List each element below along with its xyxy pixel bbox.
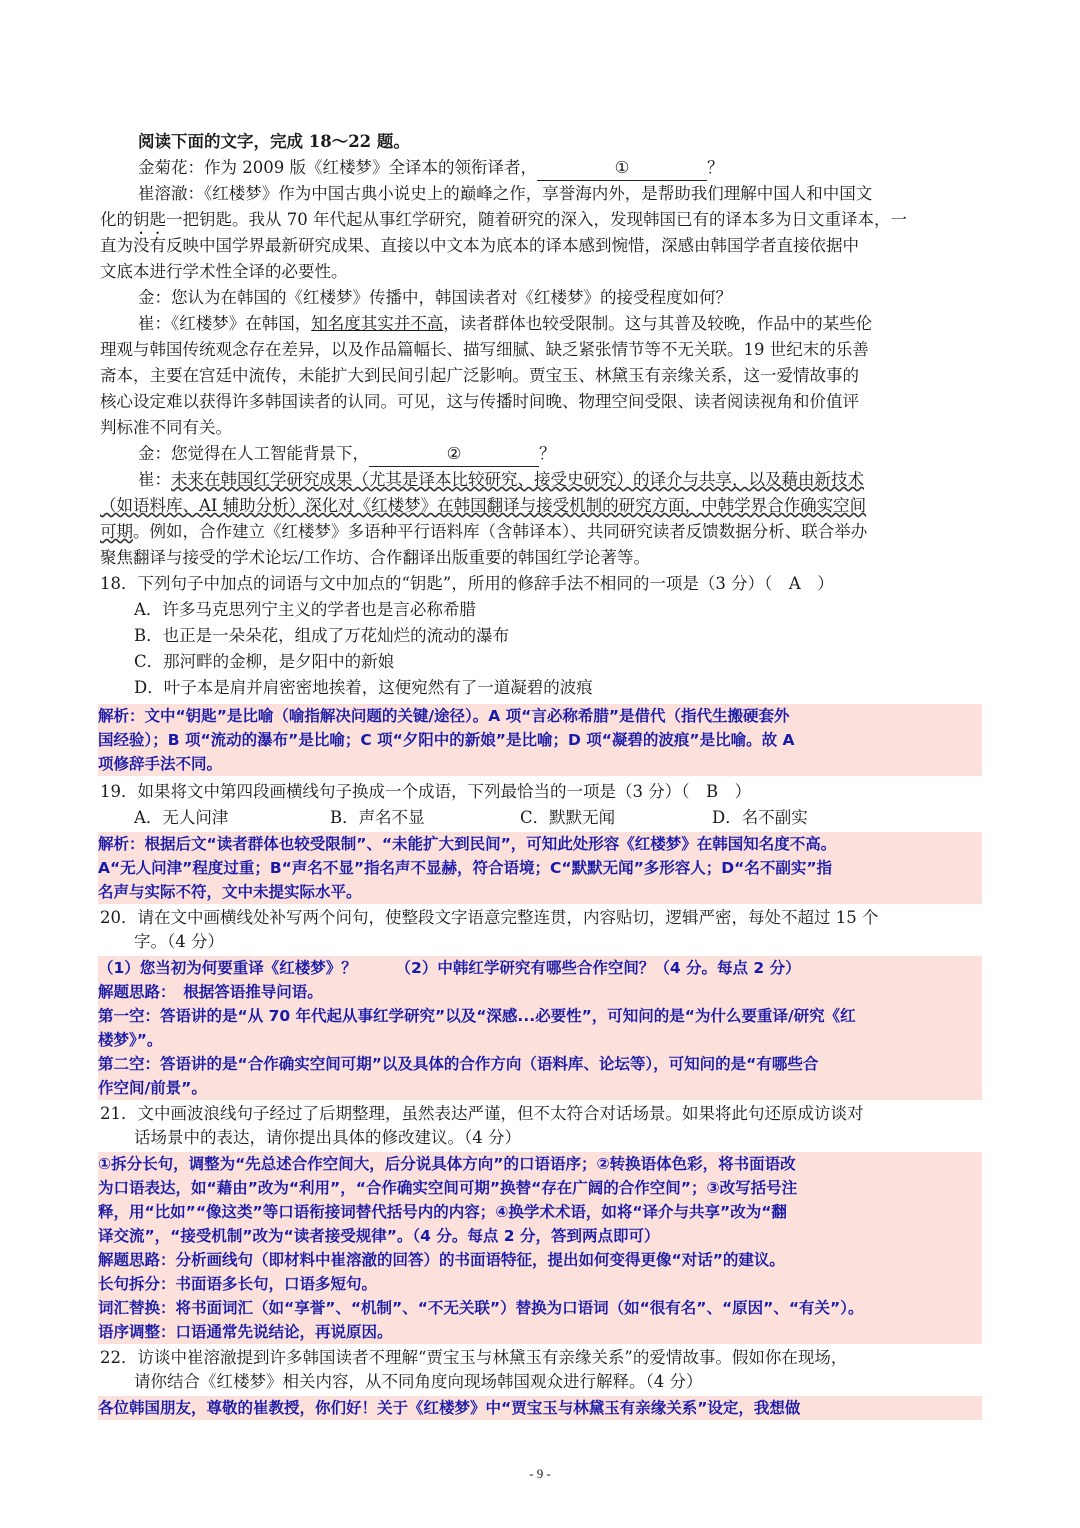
reading-instruction: 阅读下面的文字，完成 18～22 题。 xyxy=(138,132,410,151)
dialogue-answer-3-line xyxy=(100,520,980,544)
dialogue-answer-1-line: 直为没有反映中国学界最新研究成果、直接以中文本为底本的译本感到惋惜，深感由韩国学者直接依据中 xyxy=(100,236,859,255)
wavy-underlined-sentence: 可期 xyxy=(100,522,133,541)
question-20-answer-line: 解题思路： 根据答语推导问语。 xyxy=(98,980,982,1004)
question-18-option-d: D．叶子本是肩并肩密密地挨着，这便宛然有了一道凝碧的波痕 xyxy=(134,678,593,697)
question-21-answer-line: 释，用“比如”“像这类”等口语衔接词替代括号内的内容；④换学术术语，如将“译介与共享”改为“翻 xyxy=(98,1200,982,1224)
question-19-option-a: A．无人问津 xyxy=(134,808,229,827)
dialogue-answer-3-line xyxy=(100,494,980,518)
dotted-keyword: 钥匙 xyxy=(133,210,166,229)
question-21-answer-line: 译交流”，“接受机制”改为“读者接受规律”。（4 分。每点 2 分，答到两点即可） xyxy=(98,1224,982,1248)
question-20-answer-line: 楼梦》”。 xyxy=(98,1028,982,1052)
underlined-sentence: 知名度其实并不高 xyxy=(311,314,444,333)
answer-1-text: 化的 xyxy=(100,210,133,229)
question-18-stem: 18．下列句子中加点的词语与文中加点的“钥匙”，所用的修辞手法不相同的一项是（3 分）（ A ） xyxy=(100,574,834,593)
dialogue-question-3 xyxy=(138,442,980,467)
question-21-stem: 话场景中的表达，请你提出具体的修改建议。（4 分） xyxy=(134,1128,521,1147)
question-21-answer-line: 长句拆分：书面语多长句，口语多短句。 xyxy=(98,1272,982,1296)
dialogue-answer-1-line: 崔溶澈：《红楼梦》作为中国古典小说史上的巅峰之作，享誉海内外，是帮助我们理解中国人和中国文 xyxy=(138,184,873,203)
answer-blank-2[interactable]: ② xyxy=(369,442,539,467)
question-20-answer-line: 第一空：答语讲的是“从 70 年代起从事红学研究”以及“深感...必要性”，可知问的是“为什么要重译/研究《红 xyxy=(98,1004,982,1028)
question-19-option-d: D．名不副实 xyxy=(712,808,808,827)
question-18-answer-line: 国经验）；B 项“流动的瀑布”是比喻；C 项“夕阳中的新娘”是比喻；D 项“凝碧的波痕”是比喻。故 A xyxy=(98,728,982,752)
question-mark: ？ xyxy=(539,444,556,463)
page-number: - 9 - xyxy=(529,1466,551,1481)
question-19-answer-line: 解析：根据后文“读者群体也较受限制”、“未能扩大到民间”，可知此处形容《红楼梦》在韩国知名度不高。 xyxy=(98,832,982,856)
question-21-answer-line: 语序调整：口语通常先说结论，再说原因。 xyxy=(98,1320,982,1344)
question-20-answer-line: 作空间/前景”。 xyxy=(98,1076,982,1100)
answer-1-text: 一把钥匙。我从 70 年代起从事红学研究，随着研究的深入，发现韩国已有的译本多为日文重译本，一 xyxy=(166,210,907,229)
question-21-answer-line: 词汇替换：将书面词汇（如“享誉”、“机制”、“不无关联”）替换为口语词（如“很有名”、“原因”、“有关”）。 xyxy=(98,1296,982,1320)
question-19-option-c: C．默默无闻 xyxy=(520,808,616,827)
dialogue-answer-2-line: 判标准不同有关。 xyxy=(100,418,232,437)
dialogue-answer-3-line: 聚焦翻译与接受的学术论坛/工作坊、合作翻译出版重要的韩国红学论著等。 xyxy=(100,548,651,567)
dialogue-question-2: 金：您认为在韩国的《红楼梦》传播中，韩国读者对《红楼梦》的接受程度如何？ xyxy=(138,288,732,307)
dialogue-answer-2-line: 核心设定难以获得许多韩国读者的认同。可见，这与传播时间晚、物理空间受限、读者阅读视角和价值评 xyxy=(100,392,859,411)
wavy-underlined-sentence: （如语料库、AI 辅助分析）深化对《红楼梦》在韩国翻译与接受机制的研究方面，中韩学界合作确实空间 xyxy=(100,496,867,515)
answer-3-text: 。例如，合作建立《红楼梦》多语种平行语料库（含韩译本）、共同研究读者反馈数据分析、联合举办 xyxy=(133,522,868,541)
question-20-stem: 20．请在文中画横线处补写两个问句，使整段文字语意完整连贯，内容贴切，逻辑严密，每处不超过 15 个 xyxy=(100,908,879,927)
question-22-stem: 22．访谈中崔溶澈提到许多韩国读者不理解“贾宝玉与林黛玉有亲缘关系”的爱情故事。假如你在现场， xyxy=(100,1348,848,1367)
answer-blank-1[interactable]: ① xyxy=(537,156,707,181)
question-22-answer-line: 各位韩国朋友，尊敬的崔教授，你们好！关于《红楼梦》中“贾宝玉与林黛玉有亲缘关系”设定，我想做 xyxy=(98,1396,982,1420)
question-21-stem: 21．文中画波浪线句子经过了后期整理，虽然表达严谨，但不太符合对话场景。如果将此句还原成访谈对 xyxy=(100,1104,864,1123)
answer-3-text: 崔： xyxy=(138,470,171,489)
dialogue-answer-2-line xyxy=(138,312,980,336)
question-21-answer-line: ①拆分长句，调整为“先总述合作空间大，后分说具体方向”的口语语序；②转换语体色彩，将书面语改 xyxy=(98,1152,982,1176)
answer-2-text: 崔：《红楼梦》在韩国， xyxy=(138,314,312,333)
dialogue-question-1 xyxy=(138,156,980,181)
dialogue-answer-3-line xyxy=(138,468,980,492)
question-19-option-b: B．声名不显 xyxy=(330,808,425,827)
question-19-answer-line: 名声与实际不符，文中未提实际水平。 xyxy=(98,880,982,904)
question-3-text: 金：您觉得在人工智能背景下， xyxy=(138,444,369,463)
answer-2-text: ，读者群体也较受限制。这与其普及较晚，作品中的某些伦 xyxy=(443,314,873,333)
question-18-option-b: B．也正是一朵朵花，组成了万花灿烂的流动的瀑布 xyxy=(134,626,510,645)
question-18-answer-line: 解析：文中“钥匙”是比喻（喻指解决问题的关键/途径）。A 项“言必称希腊”是借代（指代生搬硬套外 xyxy=(98,704,982,728)
question-19-stem: 19．如果将文中第四段画横线句子换成一个成语，下列最恰当的一项是（3 分）（ B ） xyxy=(100,782,752,801)
question-22-stem: 请你结合《红楼梦》相关内容，从不同角度向现场韩国观众进行解释。（4 分） xyxy=(134,1372,703,1391)
question-20-stem: 字。（4 分） xyxy=(134,932,224,951)
question-18-answer-line: 项修辞手法不同。 xyxy=(98,752,982,776)
question-18-option-a: A．许多马克思列宁主义的学者也是言必称希腊 xyxy=(134,600,476,619)
question-1-text: 金菊花：作为 2009 版《红楼梦》全译本的领衔译者， xyxy=(138,158,537,177)
dialogue-answer-2-line: 斋本，主要在宫廷中流传，未能扩大到民间引起广泛影响。贾宝玉、林黛玉有亲缘关系，这一爱情故事的 xyxy=(100,366,859,385)
wavy-underlined-sentence: 未来在韩国红学研究成果（尤其是译本比较研究、接受史研究）的译介与共享，以及藉由新技术 xyxy=(171,470,864,489)
question-21-answer-line: 为口语表达，如“藉由”改为“利用”，“合作确实空间可期”换替“存在广阔的合作空间”；③改写括号注 xyxy=(98,1176,982,1200)
dialogue-answer-2-line: 理观与韩国传统观念存在差异，以及作品篇幅长、描写细腻、缺乏紧张情节等不无关联。19 世纪末的乐善 xyxy=(100,340,869,359)
question-19-answer-line: A“无人问津”程度过重；B“声名不显”指名声不显赫，符合语境；C“默默无闻”多形容人；D“名不副实”指 xyxy=(98,856,982,880)
question-20-answer-line: 第二空：答语讲的是“合作确实空间可期”以及具体的合作方向（语料库、论坛等），可知问的是“有哪些合 xyxy=(98,1052,982,1076)
question-20-answer-line: （1）您当初为何要重译《红楼梦》？ （2）中韩红学研究有哪些合作空间？（4 分。每点 2 分） xyxy=(98,956,982,980)
dialogue-answer-1-line: 文底本进行学术性全译的必要性。 xyxy=(100,262,348,281)
question-mark: ？ xyxy=(706,158,724,177)
question-21-answer-line: 解题思路：分析画线句（即材料中崔溶澈的回答）的书面语特征，提出如何变得更像“对话”的建议。 xyxy=(98,1248,982,1272)
question-18-option-c: C．那河畔的金柳，是夕阳中的新娘 xyxy=(134,652,395,671)
